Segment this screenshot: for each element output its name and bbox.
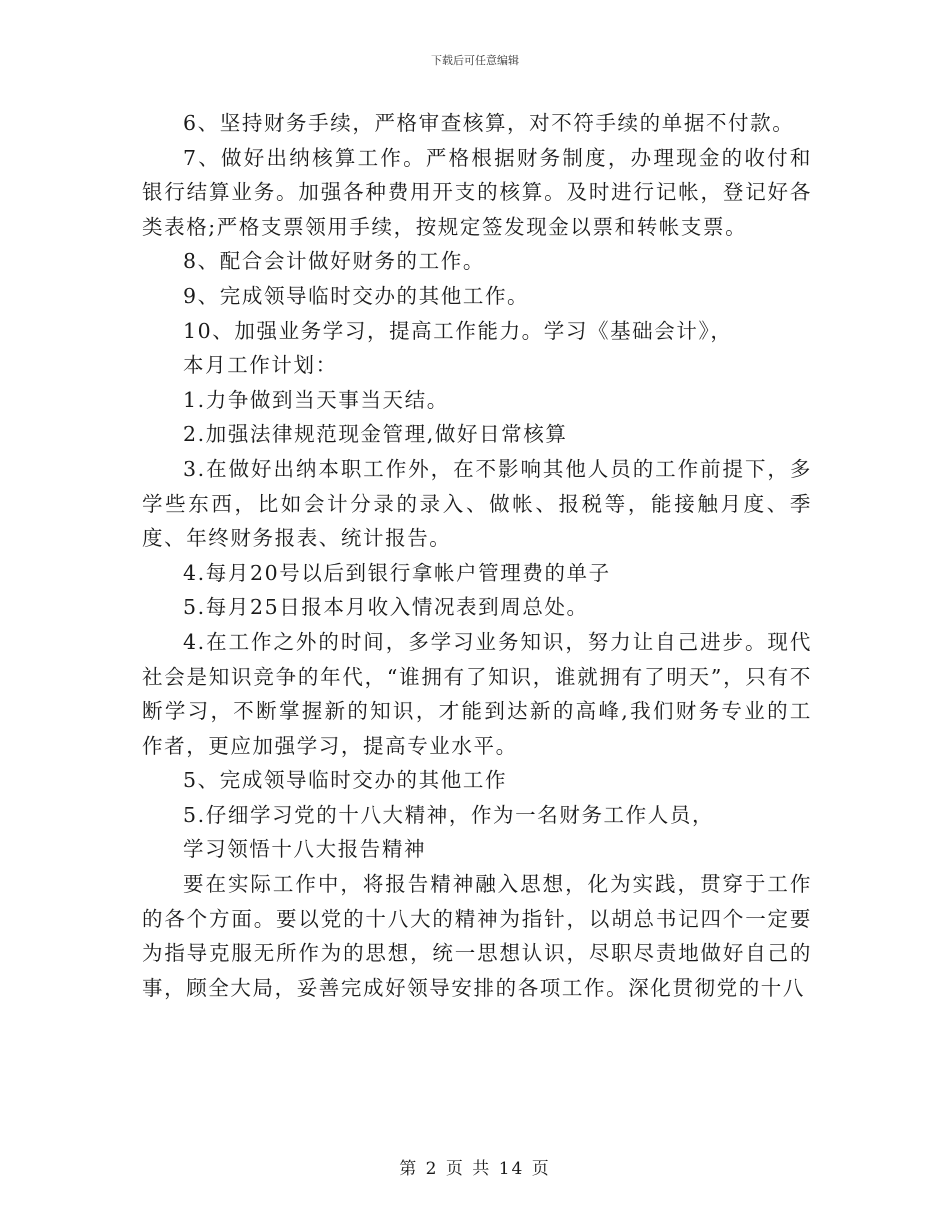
- paragraph: 2.加强法律规范现金管理,做好日常核算: [183, 422, 568, 447]
- paragraph: 4.每月20号以后到银行拿帐户管理费的单子: [183, 560, 611, 585]
- paragraph: 3.在做好出纳本职工作外，在不影响其他人员的工作前提下，多学些东西，比如会计分录的录入、做帐、报税等，能接触月度、季度、年终财务报表、统计报告。: [142, 456, 812, 551]
- paragraph: 4.在工作之外的时间，多学习业务知识，努力让自己进步。现代社会是知识竞争的年代，“谁拥有了知识，谁就拥有了明天”，只有不断学习，不断掌握新的知识，才能到达新的高峰,我们财务专业的工作者，更应加强学习，提高专业水平。: [142, 629, 812, 758]
- paragraph: 7、做好出纳核算工作。严格根据财务制度，办理现金的收付和银行结算业务。加强各种费用开支的核算。及时进行记帐，登记好各类表格;严格支票领用手续，按规定签发现金以票和转帐支票。: [142, 145, 812, 239]
- paragraph: 5.每月25日报本月收入情况表到周总处。: [183, 595, 589, 620]
- section-heading: 学习领悟十八大报告精神: [183, 837, 427, 862]
- paragraph: 5.仔细学习党的十八大精神，作为一名财务工作人员，: [183, 802, 715, 827]
- paragraph: 6、坚持财务手续，严格审查核算，对不符手续的单据不付款。: [183, 111, 795, 135]
- document-body: [142, 106, 812, 1005]
- paragraph: 5、完成领导临时交办的其他工作: [183, 768, 508, 793]
- section-heading: 本月工作计划：: [183, 353, 338, 378]
- paragraph: 9、完成领导临时交办的其他工作。: [183, 283, 530, 308]
- page-header-note: 下载后可任意编辑: [431, 54, 519, 67]
- paragraph: 要在实际工作中，将报告精神融入思想，化为实践，贯穿于工作的各个方面。要以党的十八大的精神为指针，以胡总书记四个一定要为指导克服无所作为的思想，统一思想认识，尽职尽责地做好自己的事，顾全大局，妥善完成好领导安排的各项工作。深化贯彻党的十八: [142, 872, 812, 1000]
- paragraph: 1.力争做到当天事当天结。: [183, 387, 449, 412]
- paragraph: 8、配合会计做好财务的工作。: [183, 249, 485, 274]
- page-number: 第 2 页 共 14 页: [399, 1159, 551, 1179]
- paragraph: 10、加强业务学习，提高工作能力。学习《基础会计》，: [183, 318, 733, 343]
